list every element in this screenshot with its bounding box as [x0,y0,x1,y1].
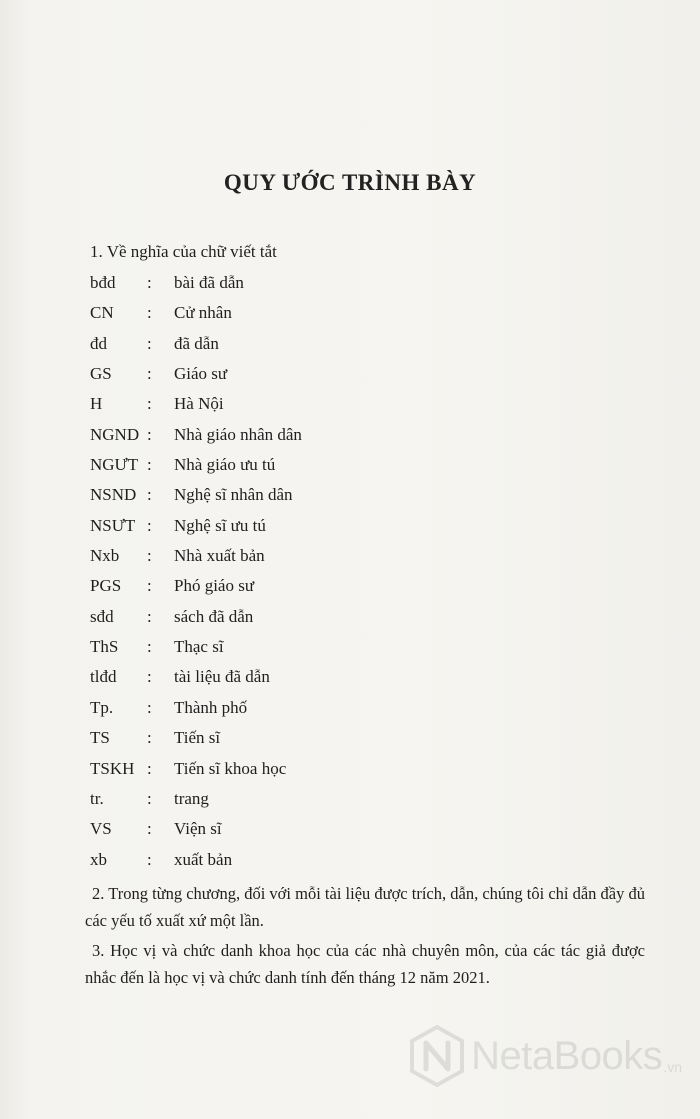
paragraph-3: 3. Học vị và chức danh khoa học của các nhà chuyên môn, của các tác giả được nhắc đến là học vị và chức danh tính đến tháng 12 năm 2021. [85,941,645,987]
abbreviation-separator: : [147,364,152,384]
abbreviation-term: PGS [90,576,122,596]
abbreviation-row [90,662,590,692]
watermark [409,1021,682,1091]
abbreviation-separator: : [147,728,152,748]
abbreviation-definition: sách đã dẫn [174,606,254,626]
abbreviation-definition: Phó giáo sư [174,576,255,596]
abbreviation-separator: : [147,576,152,596]
abbreviation-list [90,268,590,875]
abbreviation-term: H [90,394,103,414]
abbreviation-term: đd [90,333,107,353]
abbreviation-definition: Thạc sĩ [174,637,224,657]
abbreviation-term: ThS [90,637,119,657]
abbreviation-separator: : [147,333,152,353]
abbreviation-row [90,268,590,298]
abbreviation-row [90,723,590,753]
abbreviation-definition: Hà Nội [174,394,224,414]
abbreviation-separator: : [147,637,152,657]
abbreviation-row [90,480,590,510]
abbreviation-definition: xuất bản [174,849,233,869]
abbreviation-definition: đã dẫn [174,333,219,353]
abbreviation-row [90,602,590,632]
abbreviation-row [90,845,590,875]
abbreviation-row [90,359,590,389]
abbreviation-row [90,693,590,723]
abbreviation-row [90,571,590,601]
abbreviation-definition: Nhà giáo ưu tú [174,455,276,475]
abbreviation-separator: : [147,697,152,717]
abbreviation-separator: : [147,849,152,869]
abbreviation-separator: : [147,667,152,687]
abbreviation-definition: tài liệu đã dẫn [174,667,270,687]
abbreviation-separator: : [147,819,152,839]
abbreviation-definition: Nghệ sĩ ưu tú [174,515,266,535]
abbreviation-separator: : [147,424,152,444]
abbreviation-row [90,754,590,784]
abbreviation-separator: : [147,273,152,292]
abbreviation-row [90,784,590,814]
watermark-suffix: .vn [663,1059,682,1075]
abbreviation-definition: Viện sĩ [174,819,222,839]
abbreviation-term: tlđd [90,667,117,687]
abbreviation-row [90,420,590,450]
abbreviation-row [90,814,590,844]
abbreviation-definition: Giáo sư [174,364,228,384]
abbreviation-term: NGƯT [90,455,139,475]
abbreviation-row [90,298,590,328]
abbreviation-separator: : [147,758,152,778]
abbreviation-row [90,541,590,571]
abbreviation-definition: Cử nhân [174,303,232,323]
abbreviation-term: Tp. [90,697,114,717]
abbreviation-separator: : [147,546,152,566]
abbreviation-term: tr. [90,788,104,808]
abbreviation-row [90,632,590,662]
abbreviation-term: bđd [90,273,116,292]
abbreviation-definition: Tiến sĩ khoa học [174,758,287,778]
abbreviation-definition: Nhà xuất bản [174,546,265,566]
abbreviation-term: GS [90,364,112,384]
abbreviation-separator: : [147,515,152,535]
abbreviation-term: Nxb [90,546,120,566]
abbreviation-definition: Nghệ sĩ nhân dân [174,485,293,505]
abbreviation-definition: Tiến sĩ [174,728,221,748]
abbreviation-separator: : [147,455,152,475]
abbreviation-separator: : [147,788,152,808]
abbreviation-row [90,450,590,480]
abbreviation-separator: : [147,485,152,505]
abbreviation-term: NSND [90,485,137,505]
abbreviation-term: TSKH [90,758,135,778]
abbreviation-term: NGND [90,424,140,444]
netabooks-logo-icon [409,1025,465,1087]
abbreviation-definition: trang [174,788,209,808]
abbreviation-term: VS [90,819,112,839]
abbreviation-term: TS [90,728,110,748]
page-title: QUY ƯỚC TRÌNH BÀY [223,170,477,195]
watermark-brand: NetaBooks [471,1033,663,1078]
abbreviation-definition: bài đã dẫn [174,273,244,292]
abbreviation-term: xb [90,849,107,869]
abbreviation-definition: Nhà giáo nhân dân [174,424,302,444]
section-1-heading: 1. Về nghĩa của chữ viết tắt [90,242,277,261]
abbreviation-row [90,511,590,541]
abbreviation-term: CN [90,303,114,323]
abbreviation-separator: : [147,303,152,323]
abbreviation-separator: : [147,606,152,626]
paragraph-2: 2. Trong từng chương, đối với mỗi tài liệu được trích, dẫn, chúng tôi chỉ dẫn đầy đủ các yếu tố xuất xứ một lần. [85,884,645,930]
abbreviation-row [90,329,590,359]
abbreviation-separator: : [147,394,152,414]
abbreviation-definition: Thành phố [174,697,248,717]
abbreviation-row [90,389,590,419]
abbreviation-term: sđd [90,606,114,626]
abbreviation-term: NSƯT [90,515,136,535]
